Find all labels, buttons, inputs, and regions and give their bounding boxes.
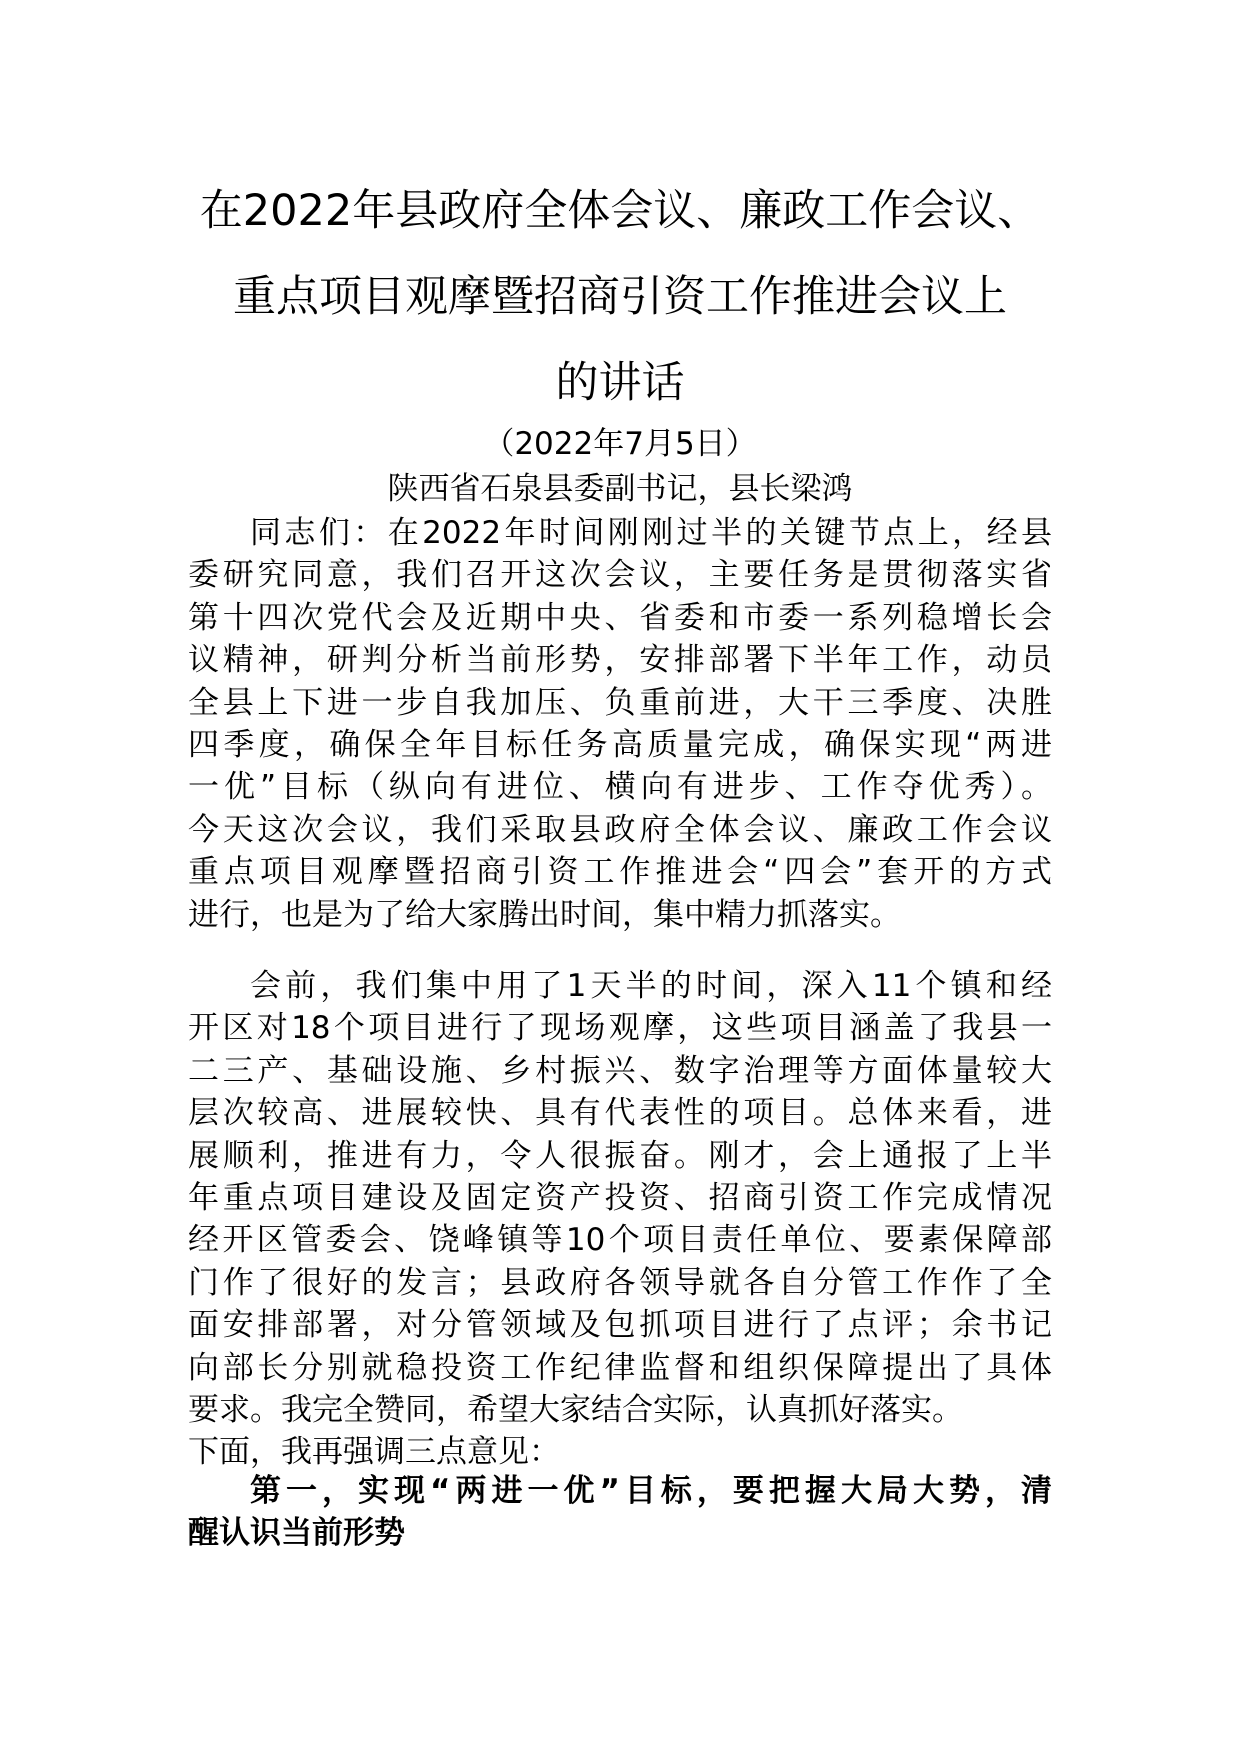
heading-line: 第一，实现“两进一优”目标，要把握大局大势，清: [250, 1473, 1052, 1509]
paragraph-line: 同志们：在2022年时间刚刚过半的关键节点上，经县: [250, 515, 1052, 551]
paragraph-line: 进行，也是为了给大家腾出时间，集中精力抓落实。: [188, 896, 901, 933]
title-line-2: 重点项目观摩暨招商引资工作推进会议上: [233, 272, 1007, 322]
body-paragraph-2: [188, 965, 1052, 1474]
paragraph-line: 面安排部署，对分管领域及包抓项目进行了点评；余书记: [188, 1307, 1052, 1344]
paragraph-line: 年重点项目建设及固定资产投资、招商引资工作完成情况: [188, 1180, 1052, 1217]
paragraph-line: 一优”目标（纵向有进位、横向有进步、工作夺优秀）。: [188, 769, 1052, 806]
title-line-3: 的讲话: [555, 358, 685, 408]
paragraph-line: 全县上下进一步自我加压、负重前进，大干三季度、决胜: [188, 684, 1052, 721]
paragraph-line: 今天这次会议，我们采取县政府全体会议、廉政工作会议: [188, 811, 1052, 848]
paragraph-line: 委研究同意，我们召开这次会议，主要任务是贯彻落实省: [188, 557, 1052, 594]
title-line-1: 在2022年县政府全体会议、廉政工作会议、: [199, 186, 1041, 236]
document-title: [178, 168, 1062, 426]
paragraph-line: 四季度，确保全年目标任务高质量完成，确保实现“两进: [188, 727, 1052, 764]
paragraph-line: 会前，我们集中用了1天半的时间，深入11个镇和经: [250, 968, 1052, 1004]
paragraph-line: 门作了很好的发言；县政府各领导就各自分管工作作了全: [188, 1264, 1052, 1301]
paragraph-line: 展顺利，推进有力，令人很振奋。刚才，会上通报了上半: [188, 1137, 1052, 1174]
section-heading-1: [188, 1470, 1052, 1555]
paragraph-line: 开区对18个项目进行了现场观摩，这些项目涵盖了我县一: [188, 1010, 1052, 1047]
paragraph-line: 二三产、基础设施、乡村振兴、数字治理等方面体量较大: [188, 1052, 1052, 1089]
paragraph-line: 重点项目观摩暨招商引资工作推进会“四会”套开的方式: [188, 854, 1052, 891]
paragraph-line: 要求。我完全赞同，希望大家结合实际，认真抓好落实。: [188, 1392, 963, 1429]
speech-date: （2022年7月5日）: [483, 426, 757, 462]
paragraph-line: 下面，我再强调三点意见：: [188, 1434, 560, 1471]
paragraph-line: 经开区管委会、饶峰镇等10个项目责任单位、要素保障部: [188, 1222, 1052, 1259]
paragraph-line: 第十四次党代会及近期中央、省委和市委一系列稳增长会: [188, 599, 1052, 636]
paragraph-line: 层次较高、进展较快、具有代表性的项目。总体来看，进: [188, 1095, 1052, 1132]
paragraph-line: 议精神，研判分析当前形势，安排部署下半年工作，动员: [188, 642, 1052, 679]
paragraph-line: 向部长分别就稳投资工作纪律监督和组织保障提出了具体: [188, 1349, 1052, 1386]
speaker-byline: 陕西省石泉县委副书记，县长梁鸿: [387, 471, 853, 507]
body-paragraph-1: [188, 512, 1052, 936]
heading-line: 醒认识当前形势: [188, 1515, 405, 1552]
